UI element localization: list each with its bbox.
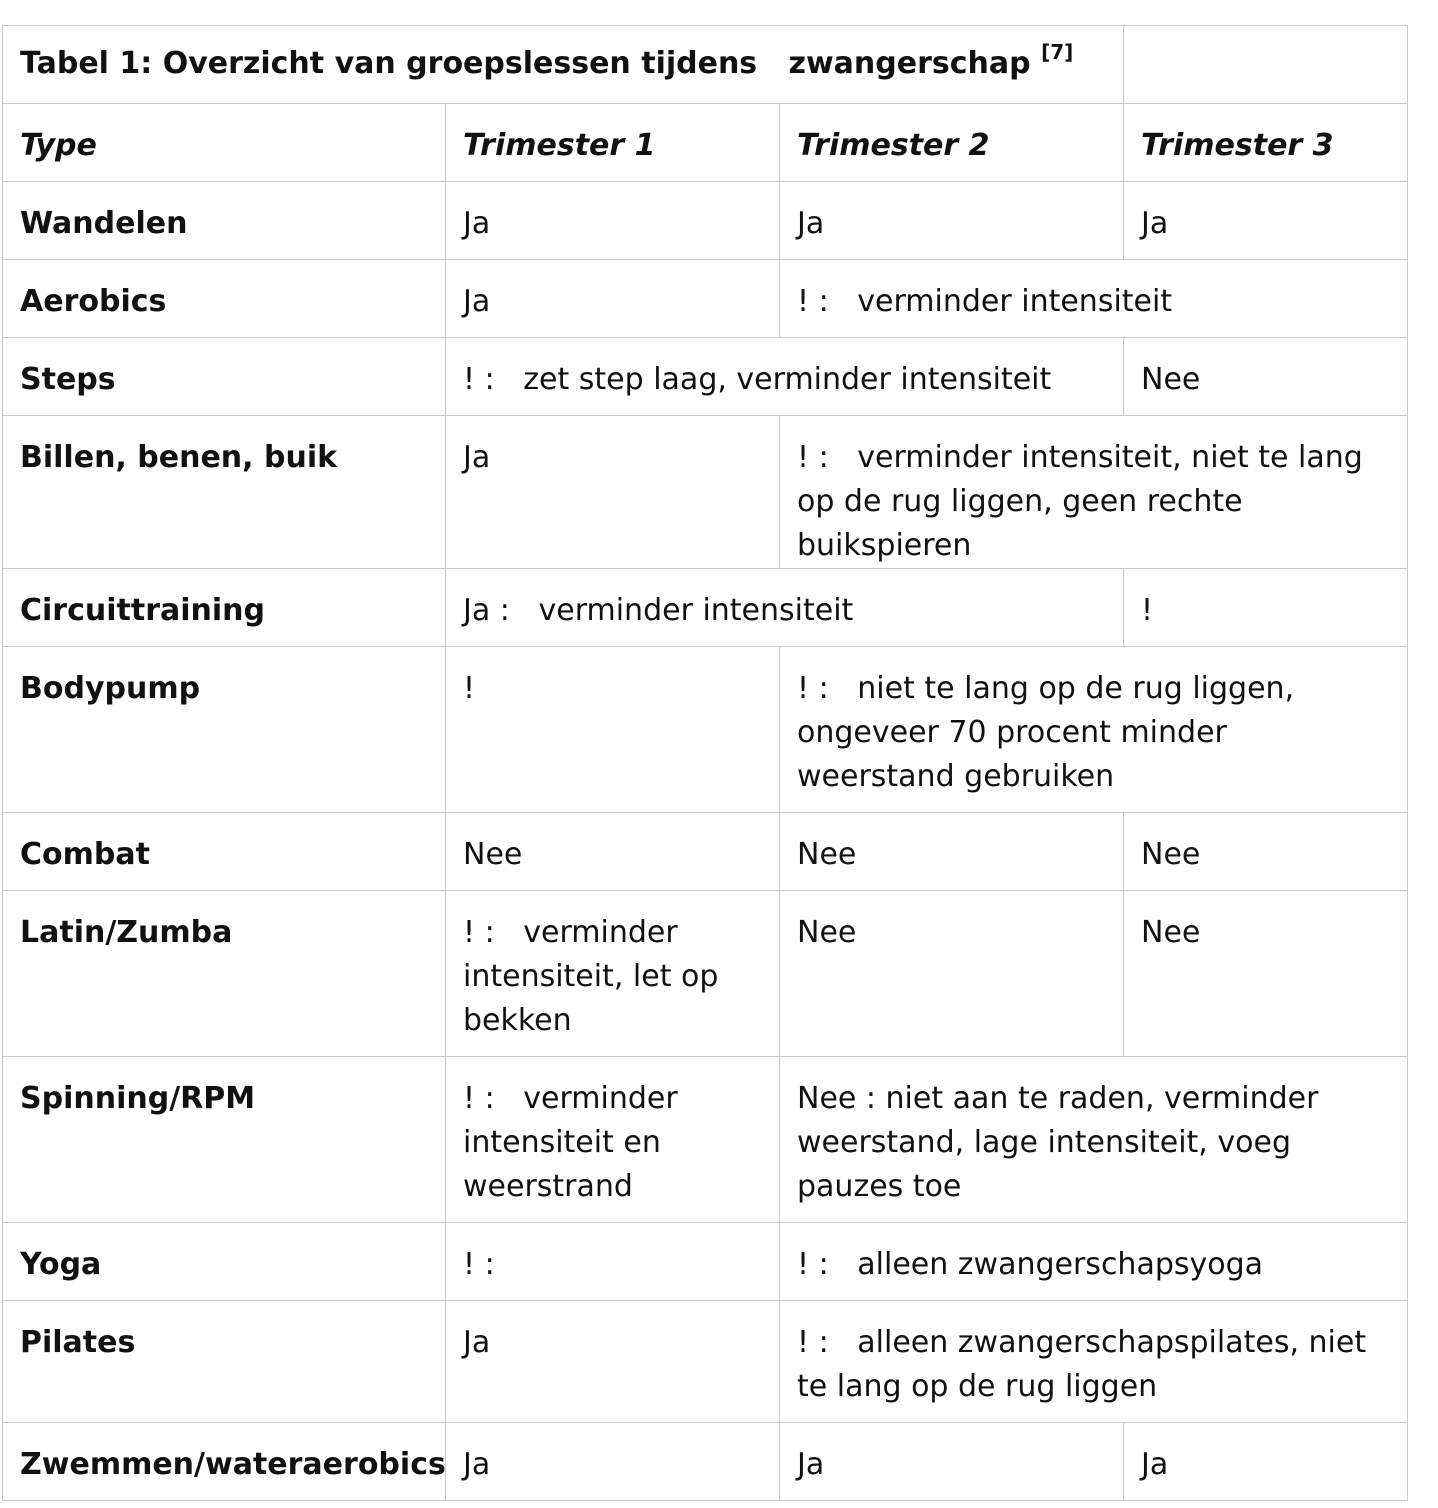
cell-trimester-3: Nee [1124,338,1408,416]
row-label: Bodypump [3,647,446,813]
cell-trimester-2: Nee [780,891,1124,1057]
table-row-zwemmen-wateraerobics [3,1423,1408,1501]
cell-trimester-1: ! : verminder intensiteit, let op bekken [446,891,780,1057]
cell-trimester-1: Ja [446,1301,780,1423]
caption-reference: [7] [1041,40,1074,64]
cell-trimester-2: Ja [780,182,1124,260]
row-label: Zwemmen/wateraerobics [3,1423,446,1501]
cell-trimester-1: ! : [446,1223,780,1301]
header-trimester-2: Trimester 2 [780,104,1124,182]
cell-trimester-2: Ja [780,1423,1124,1501]
caption-row [3,26,1408,104]
table-row-aerobics [3,260,1408,338]
empty-caption-cell [1124,26,1408,104]
row-label: Circuittraining [3,569,446,647]
cell-trimester-2-3: ! : verminder intensiteit [780,260,1408,338]
cell-trimester-1: ! [446,647,780,813]
table-row-latin-zumba [3,891,1408,1057]
cell-trimester-1: Ja [446,416,780,569]
cell-trimester-1: Nee [446,813,780,891]
row-label: Yoga [3,1223,446,1301]
table-row-yoga [3,1223,1408,1301]
cell-trimester-1-2: Ja : verminder intensiteit [446,569,1124,647]
row-label: Steps [3,338,446,416]
cell-trimester-2-3: Nee : niet aan te raden, verminder weerstand, lage intensiteit, voeg pauzes toe [780,1057,1408,1223]
cell-trimester-3: Ja [1124,182,1408,260]
table-row-spinning-rpm [3,1057,1408,1223]
header-type: Type [3,104,446,182]
cell-trimester-1: ! : verminder intensiteit en weerstrand [446,1057,780,1223]
cell-trimester-3: Ja [1124,1423,1408,1501]
cell-trimester-3: ! [1124,569,1408,647]
row-label: Combat [3,813,446,891]
table-row-pilates [3,1301,1408,1423]
header-trimester-1: Trimester 1 [446,104,780,182]
row-label: Aerobics [3,260,446,338]
overview-table [2,25,1408,1501]
cell-trimester-2-3: ! : niet te lang op de rug liggen, ongeveer 70 procent minder weerstand gebruiken [780,647,1408,813]
table-row-steps [3,338,1408,416]
table-row-circuittraining [3,569,1408,647]
cell-trimester-2: Nee [780,813,1124,891]
cell-trimester-1: Ja [446,260,780,338]
table-caption [3,26,1124,104]
table-row-bodypump [3,647,1408,813]
row-label: Spinning/RPM [3,1057,446,1223]
row-label: Wandelen [3,182,446,260]
row-label: Latin/Zumba [3,891,446,1057]
header-trimester-3: Trimester 3 [1124,104,1408,182]
cell-trimester-3: Nee [1124,891,1408,1057]
table-row-wandelen [3,182,1408,260]
caption-title: Tabel 1: Overzicht van groepslessen tijdens zwangerschap [20,46,1031,81]
cell-trimester-2-3: ! : alleen zwangerschapspilates, niet te lang op de rug liggen [780,1301,1408,1423]
cell-trimester-3: Nee [1124,813,1408,891]
cell-trimester-2-3: ! : alleen zwangerschapsyoga [780,1223,1408,1301]
cell-trimester-1: Ja [446,182,780,260]
cell-trimester-2-3: ! : verminder intensiteit, niet te lang op de rug liggen, geen rechte buikspieren [780,416,1408,569]
row-label: Pilates [3,1301,446,1423]
row-label: Billen, benen, buik [3,416,446,569]
table-row-combat [3,813,1408,891]
pregnancy-group-classes-table [2,25,1407,1501]
cell-trimester-1-2: ! : zet step laag, verminder intensiteit [446,338,1124,416]
cell-trimester-1: Ja [446,1423,780,1501]
header-row [3,104,1408,182]
table-row-billen-benen-buik [3,416,1408,569]
